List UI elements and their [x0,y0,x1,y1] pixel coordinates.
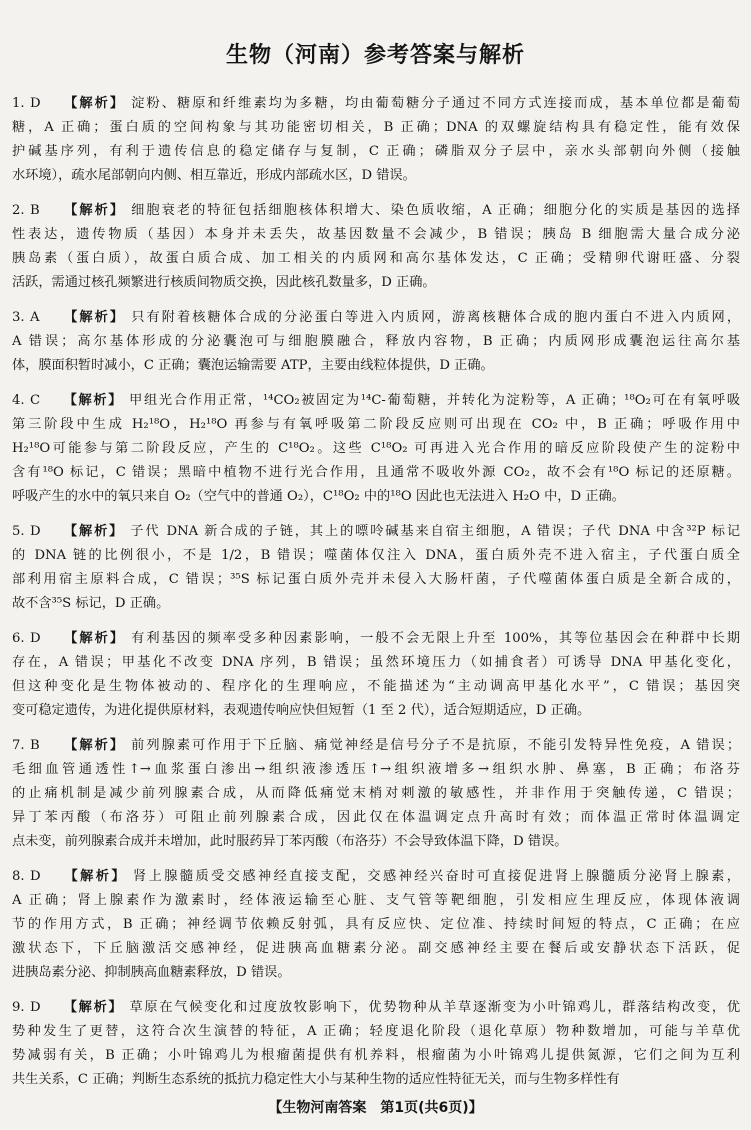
analysis-text: 第三阶段中生成 H₂¹⁸O，H₂¹⁸O 再参与有氧呼吸第二阶段反应则可出现在 CO₂ 中，B 正确；呼吸作用中 [12,417,740,432]
analysis-text: 活跃，需通过核孔频繁进行核质间物质交换，因此核孔数量多，D 正确。 [12,275,436,290]
answer-line [12,996,740,1020]
analysis-text: 性表达，遗传物质（基因）本身并未丢失，故基因数量不会减少，B 错误；胰岛 B 细胞需大量合成分泌 [12,227,740,242]
answer-line [12,651,740,675]
answer-line [12,1020,740,1044]
answer-line [12,520,740,544]
answer-line [12,699,740,723]
analysis-tag: 【解析】 [62,310,126,325]
analysis-text: 激状态下，下丘脑激活交感神经，促进胰高血糖素分泌。副交感神经主要在餐后或安静状态下活跃，促 [12,941,740,956]
analysis-text: 点未变，前列腺素合成并未增加，此时服药异丁苯丙酸（布洛芬）不会导致体温下降，D 错误。 [12,834,568,849]
answer-line [12,734,740,758]
analysis-tag: 【解析】 [62,524,125,539]
analysis-text: 共生关系，C 正确；判断生态系统的抵抗力稳定性大小与某种生物的适应性特征无关，而与生物多样性有 [12,1072,620,1087]
answer-line [12,544,740,568]
answer-line [12,568,740,592]
analysis-text: 毛细血管通透性↑→血浆蛋白渗出→组织液渗透压↑→组织液增多→组织水肿、鼻塞，B 正确；布洛芬 [12,762,740,777]
answer-line [12,937,740,961]
analysis-text: A 正确；肾上腺素作为激素时，经体液运输至心脏、支气管等靶细胞，引发相应生理反应，体现体液调 [12,893,740,908]
analysis-text: 存在，A 错误；甲基化不改变 DNA 序列，B 错误；虽然环境压力（如捕食者）可诱导 DNA 甲基化变化， [12,655,740,670]
answer-line [12,758,740,782]
answer-line [12,116,740,140]
answer-line [12,865,740,889]
answer-line [12,223,740,247]
analysis-text: 前列腺素可作用于下丘脑、痛觉神经是信号分子不是抗原，不能引发特异性免疫，A 错误； [131,738,740,753]
question-number: 3. [12,310,25,325]
analysis-text: 细胞衰老的特征包括细胞核体积增大、染色质收缩，A 正确；细胞分化的实质是基因的选择 [131,203,740,218]
answer-list [12,92,740,1103]
answer-choice: D [30,869,41,884]
answer-choice: B [30,203,40,218]
analysis-text: 水环境），疏水尾部朝向内侧、相互靠近，形成内部疏水区，D 错误。 [12,168,416,183]
answer-line [12,247,740,271]
answer-line [12,199,740,223]
analysis-text: 但这种变化是生物体被动的、程序化的生理响应，不能描述为“主动调高甲基化水平”，C 错误；基因突 [12,679,740,694]
answer-line [12,389,740,413]
analysis-text: 故不含³⁵S 标记，D 正确。 [12,596,170,611]
answer-line [12,461,740,485]
answer-item [12,734,740,854]
analysis-text: 进胰岛素分泌、抑制胰高血糖素释放，D 错误。 [12,965,291,980]
answer-item [12,199,740,295]
analysis-tag: 【解析】 [62,869,127,884]
analysis-tag: 【解析】 [62,738,126,753]
answer-choice: D [30,96,41,111]
analysis-text: 护碱基序列，有利于遗传信息的稳定储存与复制，C 正确；磷脂双分子层中，亲水头部朝向外侧（接触 [12,144,740,159]
analysis-text: 变可稳定遗传，为进化提供原材料，表观遗传响应快但短暂（1 至 2 代），适合短期适应，D 正确。 [12,703,591,718]
answer-line [12,592,740,616]
answer-item [12,389,740,509]
analysis-text: 肾上腺髓质受交感神经直接支配，交感神经兴奋时可直接促进肾上腺髓质分泌肾上腺素， [132,869,740,884]
analysis-tag: 【解析】 [62,1000,124,1015]
analysis-text: 呼吸产生的水中的氧只来自 O₂（空气中的普通 O₂），C¹⁸O₂ 中的¹⁸O 因此也无法进入 H₂O 中，D 正确。 [12,489,625,504]
analysis-text: 部利用宿主原料合成，C 错误；³⁵S 标记蛋白质外壳并未侵入大肠杆菌，子代噬菌体蛋白质是全新合成的， [12,572,740,587]
analysis-text: 甲组光合作用正常，¹⁴CO₂被固定为¹⁴C-葡萄糖，并转化为淀粉等，A 正确；¹⁸O₂可在有氧呼吸 [129,393,740,408]
analysis-text: 胰岛素（蛋白质），故蛋白质合成、加工相关的内质网和高尔基体发达，C 正确；受精卵代谢旺盛、分裂 [12,251,740,266]
answer-line [12,675,740,699]
question-number: 4. [12,393,25,408]
answer-line [12,782,740,806]
answer-line [12,306,740,330]
answer-choice: D [30,524,41,539]
analysis-text: 异丁苯丙酸（布洛芬）可阻止前列腺素合成，因此仅在体温调定点升高时有效；而体温正常时体温调定 [12,810,740,825]
page-footer: 【生物河南答案 第1页(共6页)】 [268,1100,483,1116]
answer-line [12,830,740,854]
answer-choice: D [30,631,41,646]
analysis-text: 淀粉、糖原和纤维素均为多糖，均由葡萄糖分子通过不同方式连接而成，基本单位都是葡萄 [131,96,740,111]
analysis-text: 势减弱有关，B 正确；小叶锦鸡儿为根瘤菌提供有机养料，根瘤菌为小叶锦鸡儿提供氮源，它们之间为互利 [12,1048,740,1063]
answer-item [12,996,740,1092]
answer-line [12,485,740,509]
answer-line [12,164,740,188]
analysis-tag: 【解析】 [62,631,126,646]
answer-line [12,413,740,437]
question-number: 9. [12,1000,25,1015]
analysis-text: 节的作用方式，B 正确；神经调节依赖反射弧，具有反应快、定位准、持续时间短的特点，C 正确；在应 [12,917,740,932]
answer-line [12,889,740,913]
question-number: 8. [12,869,25,884]
answer-item [12,306,740,378]
analysis-text: 的 DNA 链的比例很小，不是 1/2，B 错误；噬菌体仅注入 DNA，蛋白质外壳不进入宿主，子代蛋白质全 [12,548,740,563]
question-number: 1. [12,96,25,111]
analysis-text: 有利基因的频率受多种因素影响，一般不会无限上升至 100%，其等位基因会在种群中长期 [131,631,740,646]
answer-line [12,913,740,937]
answer-choice: D [30,1000,41,1015]
analysis-tag: 【解析】 [62,96,126,111]
answer-line [12,1068,740,1092]
question-number: 2. [12,203,25,218]
document-title: 生物（河南）参考答案与解析 [225,43,525,68]
answer-line [12,330,740,354]
analysis-text: 的止痛机制是减少前列腺素合成，从而降低痛觉末梢对刺激的敏感性，并非作用于突触传递，C 错误； [12,786,740,801]
analysis-text: 子代 DNA 新合成的子链，其上的嘌呤碱基来自宿主细胞，A 错误；子代 DNA 中含³²P 标记 [130,524,740,539]
analysis-text: 草原在气候变化和过度放牧影响下，优势物种从羊草逐渐变为小叶锦鸡儿，群落结构改变，优 [129,1000,740,1015]
answer-line [12,437,740,461]
analysis-text: H₂¹⁸O可能参与第二阶段反应，产生的 C¹⁸O₂。这些 C¹⁸O₂ 可再进入光合作用的暗反应阶段使产生的淀粉中 [12,441,740,456]
answer-line [12,140,740,164]
answer-line [12,1044,740,1068]
question-number: 6. [12,631,25,646]
answer-choice: A [30,310,40,325]
analysis-text: 糖，A 正确；蛋白质的空间构象与其功能密切相关，B 正确；DNA 的双螺旋结构具有稳定性，能有效保 [12,120,740,135]
analysis-text: 体，膜面积暂时减小，C 正确；囊泡运输需要 ATP，主要由线粒体提供，D 正确。 [12,358,494,373]
answer-line [12,627,740,651]
analysis-tag: 【解析】 [62,203,126,218]
answer-line [12,806,740,830]
analysis-text: 含有¹⁸O 标记，C 错误；黑暗中植物不进行光合作用，且通常不吸收外源 CO₂，故不会有¹⁸O 标记的还原糖。 [12,465,740,480]
answer-item [12,627,740,723]
answer-item [12,92,740,188]
analysis-tag: 【解析】 [62,393,124,408]
question-number: 5. [12,524,25,539]
answer-line [12,961,740,985]
question-number: 7. [12,738,25,753]
answer-line [12,271,740,295]
answer-choice: B [30,738,40,753]
analysis-text: 只有附着核糖体合成的分泌蛋白等进入内质网，游离核糖体合成的胞内蛋白不进入内质网， [131,310,740,325]
answer-line [12,354,740,378]
answer-line [12,92,740,116]
analysis-text: A 错误；高尔基体形成的分泌囊泡可与细胞膜融合，释放内容物，B 正确；内质网形成囊泡运往高尔基 [12,334,740,349]
answer-item [12,520,740,616]
answer-item [12,865,740,985]
answer-choice: C [30,393,41,408]
analysis-text: 势种发生了更替，这符合次生演替的特征，A 正确；轻度退化阶段（退化草原）物种数增加，可能与羊草优 [12,1024,740,1039]
